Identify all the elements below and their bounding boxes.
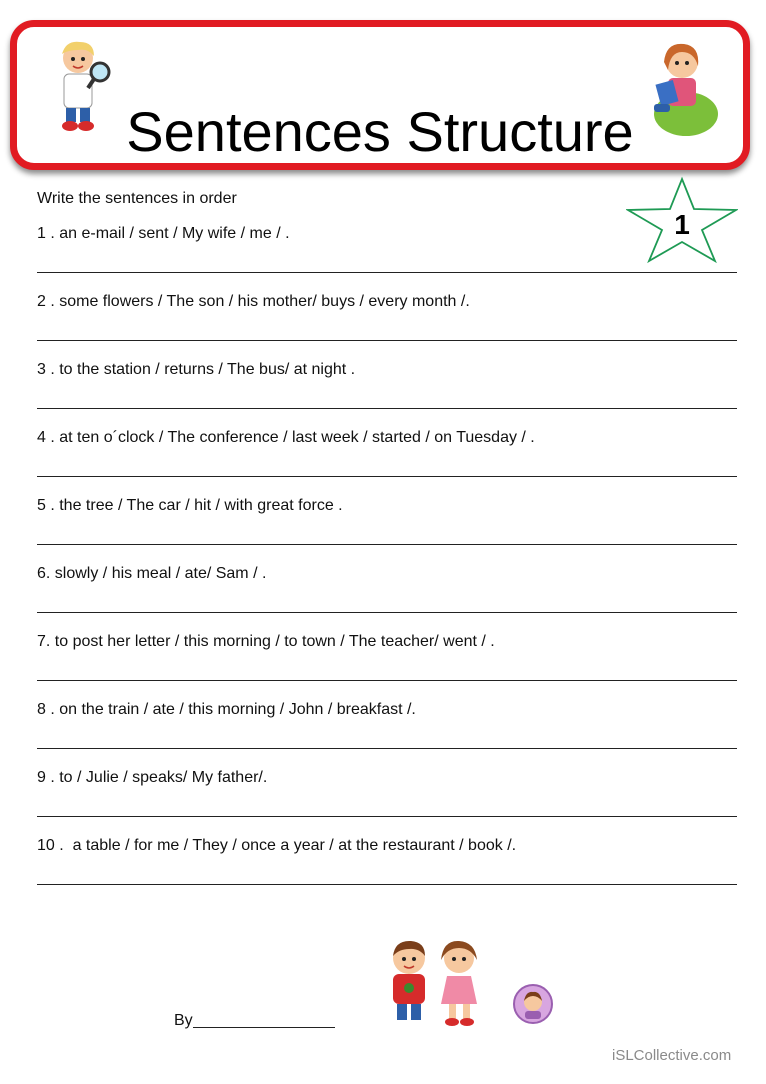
sentence-item-7: 7. to post her letter / this morning / to town / The teacher/ went / . [37, 633, 495, 650]
answer-line-7[interactable] [37, 680, 737, 681]
sentence-item-2: 2 . some flowers / The son / his mother/ buys / every month /. [37, 293, 470, 310]
sentence-item-6: 6. slowly / his meal / ate/ Sam / . [37, 565, 267, 582]
answer-line-9[interactable] [37, 816, 737, 817]
star-icon [626, 176, 738, 264]
sentence-item-5: 5 . the tree / The car / hit / with great force . [37, 497, 343, 514]
author-badge-icon [512, 983, 554, 1025]
sentence-item-10: 10 . a table / for me / They / once a year / at the restaurant / book /. [37, 837, 517, 854]
kid-scientist-icon [52, 38, 116, 136]
answer-line-5[interactable] [37, 544, 737, 545]
answer-line-10[interactable] [37, 884, 737, 885]
author-name-line[interactable] [193, 1027, 335, 1028]
answer-line-6[interactable] [37, 612, 737, 613]
sentence-item-8: 8 . on the train / ate / this morning / John / breakfast /. [37, 701, 416, 718]
star-number: 1 [674, 209, 690, 240]
sentence-item-4: 4 . at ten o´clock / The conference / last week / started / on Tuesday / . [37, 429, 535, 446]
instructions: Write the sentences in order [37, 190, 237, 207]
by-label: By [174, 1012, 193, 1029]
sentence-item-1: 1 . an e-mail / sent / My wife / me / . [37, 225, 290, 242]
sentence-item-3: 3 . to the station / returns / The bus/ at night . [37, 361, 356, 378]
title-banner [10, 20, 750, 170]
answer-line-4[interactable] [37, 476, 737, 477]
sentence-item-9: 9 . to / Julie / speaks/ My father/. [37, 769, 268, 786]
answer-line-1[interactable] [37, 272, 737, 273]
answer-line-3[interactable] [37, 408, 737, 409]
watermark: iSLCollective.com [612, 1047, 732, 1064]
answer-line-8[interactable] [37, 748, 737, 749]
kids-couple-icon [383, 936, 488, 1028]
answer-line-2[interactable] [37, 340, 737, 341]
page-title: Sentences Structure [126, 100, 634, 163]
girl-reading-icon [640, 40, 720, 140]
